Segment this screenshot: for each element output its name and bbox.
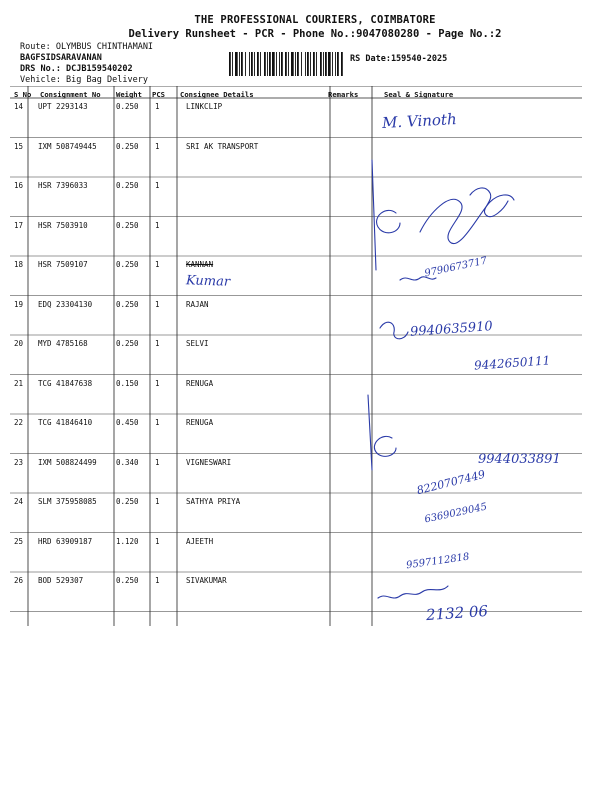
- barcode-bar: [297, 52, 299, 76]
- row-consignment-no: HSR 7509107: [38, 260, 88, 269]
- row-weight: 0.250: [116, 497, 139, 506]
- row-consignee: VIGNESWARI: [186, 457, 232, 467]
- barcode-bar: [264, 52, 266, 76]
- row-consignment-no: SLM 375958085: [38, 497, 97, 506]
- barcode-bar: [307, 52, 309, 76]
- row-consignee: SIVAKUMAR: [186, 576, 227, 585]
- row-consignment-no: TCG 41847638: [38, 378, 93, 388]
- barcode-bar: [245, 52, 246, 76]
- row-weight: 0.250: [116, 299, 139, 309]
- row-consignment-no: EDQ 23304130: [38, 299, 93, 309]
- row-pcs: 1: [155, 102, 160, 111]
- vehicle-label: Vehicle: Big Bag Delivery: [20, 75, 148, 85]
- row-sno: 18: [14, 260, 24, 269]
- row-pcs: 1: [155, 378, 160, 388]
- col-weight: Weight: [116, 90, 142, 99]
- barcode-bar: [239, 52, 240, 76]
- route-label: Route: OLYMBUS CHINTHAMANI: [20, 42, 154, 52]
- barcode-bar: [279, 52, 280, 76]
- row-sno: 17: [14, 220, 24, 230]
- row-sno: 26: [14, 576, 24, 585]
- signature-row-14: M. Vinoth: [381, 110, 458, 132]
- row-sno: 16: [14, 181, 24, 190]
- phone-row-24: 6369029045: [423, 501, 489, 526]
- phone-row-25: 9597112818: [405, 551, 471, 572]
- row-sno: 24: [14, 497, 24, 506]
- row-weight: 0.340: [116, 457, 139, 467]
- row-pcs: 1: [155, 181, 160, 190]
- barcode-bar: [257, 52, 259, 76]
- row-weight: 0.250: [116, 339, 139, 348]
- row-consignment-no: HSR 7503910: [38, 220, 88, 230]
- barcode-bar: [305, 52, 306, 76]
- row-weight: 0.250: [116, 260, 139, 269]
- row-pcs: 1: [155, 576, 160, 585]
- row-sno: 21: [14, 378, 24, 388]
- row-weight: 0.250: [116, 141, 139, 151]
- row-consignment-no: IXM 508749445: [38, 141, 97, 151]
- runsheet-table: [10, 86, 582, 626]
- phone-row-26: 2132 06: [425, 601, 489, 625]
- barcode-bar: [301, 52, 302, 76]
- row-sno: 22: [14, 418, 24, 427]
- barcode-bar: [295, 52, 296, 76]
- row-sno: 23: [14, 457, 24, 467]
- phone-row-20: 9442650111: [473, 353, 551, 373]
- barcode-bar: [267, 52, 268, 76]
- row-consignment-no: HSR 7396033: [38, 181, 88, 190]
- barcode-bar: [232, 52, 233, 76]
- row-pcs: 1: [155, 536, 160, 546]
- barcode-bar: [269, 52, 271, 76]
- row-consignment-no: UPT 2293143: [38, 102, 88, 111]
- barcode-bar: [313, 52, 315, 76]
- row-weight: 0.250: [116, 181, 139, 190]
- row-weight: 0.450: [116, 418, 139, 427]
- barcode-bar: [241, 52, 243, 76]
- barcode-bar: [323, 52, 324, 76]
- col-remarks: Remarks: [328, 90, 359, 99]
- row-weight: 0.150: [116, 378, 139, 388]
- barcode-bar: [341, 52, 343, 76]
- col-sno: S No: [14, 90, 32, 99]
- row-consignment-no: MYD 4785168: [38, 339, 88, 348]
- row-consignee: KANNAN: [186, 260, 214, 269]
- phone-row-19: 9940635910: [409, 319, 494, 340]
- row-pcs: 1: [155, 497, 160, 506]
- row-sno: 20: [14, 339, 24, 348]
- barcode-bar: [325, 52, 327, 76]
- row-consignment-no: BOD 529307: [38, 576, 84, 585]
- row-pcs: 1: [155, 339, 160, 348]
- barcode-bar: [229, 52, 231, 76]
- rs-date: RS Date:159540-2025: [350, 54, 448, 64]
- col-consignment: Consignment No: [40, 90, 101, 99]
- barcode-bar: [310, 52, 311, 76]
- row-weight: 1.120: [116, 536, 139, 546]
- phone-row-18: 9790673717: [423, 255, 489, 280]
- barcode-bar: [272, 52, 275, 76]
- barcode-bar: [332, 52, 333, 76]
- barcode-bar: [281, 52, 283, 76]
- row-consignee: LINKCLIP: [186, 102, 223, 111]
- row-sno: 15: [14, 141, 24, 151]
- row-consignee: AJEETH: [186, 536, 214, 546]
- row-weight: 0.250: [116, 576, 139, 585]
- drs-number: DRS No.: DCJB159540202: [20, 64, 133, 74]
- row-pcs: 1: [155, 141, 160, 151]
- row-sno: 14: [14, 102, 24, 111]
- barcode-image: [228, 52, 346, 76]
- barcode-bar: [235, 52, 238, 76]
- barcode-bar: [276, 52, 277, 76]
- col-seal-signature: Seal & Signature: [384, 90, 454, 99]
- barcode-bar: [254, 52, 255, 76]
- phone-row-23-alt: 8220707449: [415, 467, 487, 498]
- row-consignee: SRI AK TRANSPORT: [186, 141, 259, 151]
- col-pcs: PCS: [152, 90, 165, 99]
- barcode-bar: [285, 52, 287, 76]
- row-consignee: SATHYA PRIYA: [186, 497, 241, 506]
- row-pcs: 1: [155, 418, 160, 427]
- row-consignment-no: IXM 508824499: [38, 457, 97, 467]
- handwritten-name-row-18: Kumar: [185, 273, 231, 290]
- row-consignee: RENUGA: [186, 378, 214, 388]
- barcode-bar: [316, 52, 317, 76]
- runsheet-title: THE PROFESSIONAL COURIERS, COIMBATORE: [194, 14, 436, 26]
- row-consignee: RENUGA: [186, 418, 214, 427]
- row-weight: 0.250: [116, 102, 139, 111]
- row-sno: 25: [14, 536, 24, 546]
- barcode-bar: [249, 52, 250, 76]
- barcode-bar: [328, 52, 331, 76]
- barcode-bar: [251, 52, 253, 76]
- barcode-bar: [291, 52, 294, 76]
- col-consignee: Consignee Details: [180, 90, 254, 99]
- barcode-bar: [288, 52, 289, 76]
- agent-label: BAGFSIDSARAVANAN: [20, 53, 102, 63]
- barcode-bar: [337, 52, 339, 76]
- row-consignment-no: HRD 63909187: [38, 536, 93, 546]
- row-consignment-no: TCG 41846410: [38, 418, 93, 427]
- row-pcs: 1: [155, 220, 160, 230]
- runsheet-subtitle: Delivery Runsheet - PCR - Phone No.:9047080280 - Page No.:2: [128, 28, 502, 40]
- row-pcs: 1: [155, 457, 160, 467]
- barcode-bar: [335, 52, 336, 76]
- row-pcs: 1: [155, 260, 160, 269]
- barcode-bar: [320, 52, 322, 76]
- row-sno: 19: [14, 299, 24, 309]
- row-weight: 0.250: [116, 220, 139, 230]
- row-pcs: 1: [155, 299, 160, 309]
- row-consignee: RAJAN: [186, 299, 209, 309]
- phone-row-23: 9944033891: [478, 452, 561, 467]
- barcode-bar: [260, 52, 261, 76]
- row-consignee: SELVI: [186, 339, 209, 348]
